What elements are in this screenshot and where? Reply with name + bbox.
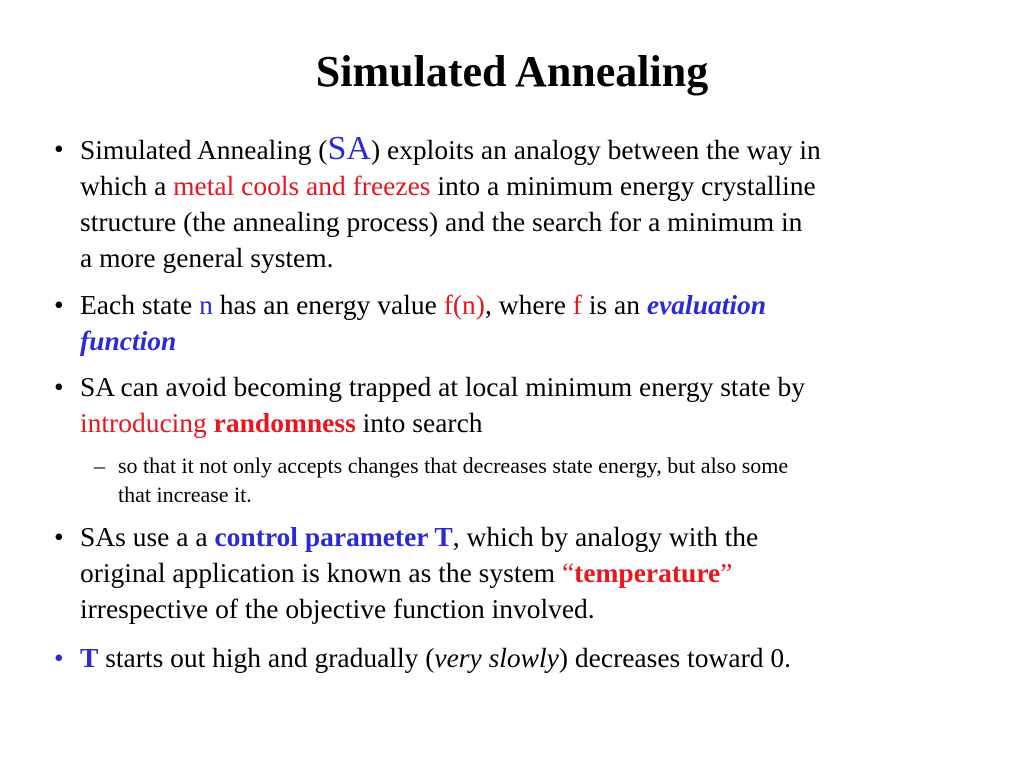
text-line bbox=[80, 287, 1000, 323]
bullet-marker: • bbox=[54, 521, 64, 552]
text-run: into search bbox=[355, 407, 483, 438]
dash-marker: – bbox=[94, 453, 105, 478]
bullet-marker: • bbox=[54, 133, 64, 164]
highlight-randomness: randomness bbox=[213, 407, 356, 438]
bullet-item-annealing-analogy bbox=[54, 130, 1000, 276]
sa-abbreviation: SA bbox=[327, 130, 371, 167]
bullet-item-control-parameter bbox=[54, 519, 1000, 627]
bullet-item-temperature-decrease bbox=[54, 640, 1000, 676]
text-line bbox=[80, 555, 1000, 591]
text-line: function bbox=[80, 325, 177, 356]
text-run: Simulated Annealing ( bbox=[80, 134, 328, 165]
text-line bbox=[80, 168, 1000, 204]
text-line: irrespective of the objective function involved. bbox=[80, 593, 595, 624]
bullet-marker: • bbox=[54, 642, 64, 673]
text-run: original application is known as the system bbox=[80, 557, 562, 588]
text-line bbox=[80, 405, 1000, 441]
text-run: starts out high and gradually ( bbox=[98, 642, 435, 673]
evaluation-term: evaluation bbox=[646, 289, 767, 320]
text-run: , which by analogy with the bbox=[452, 521, 759, 552]
slide-title: Simulated Annealing bbox=[315, 47, 709, 96]
text-run: Each state bbox=[80, 289, 200, 320]
close-quote: ” bbox=[720, 557, 733, 588]
highlight-introducing: introducing bbox=[80, 407, 214, 438]
very-slowly-phrase: very slowly bbox=[434, 642, 559, 673]
text-line: a more general system. bbox=[80, 242, 334, 273]
text-line: that increase it. bbox=[118, 482, 252, 507]
sub-bullet-item-accepts-changes bbox=[94, 451, 998, 509]
text-run: ) decreases toward 0. bbox=[558, 642, 791, 673]
state-n: n bbox=[199, 289, 213, 320]
text-run: , where bbox=[484, 289, 573, 320]
text-line: structure (the annealing process) and the search for a minimum in bbox=[80, 206, 803, 237]
t-symbol: T bbox=[80, 642, 99, 673]
text-run: ) exploits an analogy between the way in bbox=[370, 134, 821, 165]
text-run: which a bbox=[80, 170, 174, 201]
text-line: so that it not only accepts changes that decreases state energy, but also some bbox=[118, 453, 789, 478]
temperature-term: temperature bbox=[574, 557, 721, 588]
bullet-item-randomness bbox=[54, 369, 1000, 441]
function-fn: f(n) bbox=[443, 289, 485, 320]
bullet-marker: • bbox=[54, 289, 64, 320]
text-run: is an bbox=[581, 289, 647, 320]
text-run: SAs use a a bbox=[80, 521, 215, 552]
bullet-item-energy-value bbox=[54, 287, 1000, 359]
control-parameter-term: control parameter T bbox=[214, 521, 453, 552]
text-line bbox=[80, 519, 1000, 555]
text-line: SA can avoid becoming trapped at local minimum energy state by bbox=[80, 371, 806, 402]
text-line bbox=[80, 640, 1000, 676]
text-run: into a minimum energy crystalline bbox=[430, 170, 816, 201]
highlight-metal-cools: metal cools and freezes bbox=[173, 170, 431, 201]
text-run: has an energy value bbox=[212, 289, 444, 320]
text-line bbox=[80, 131, 1000, 168]
function-f: f bbox=[572, 289, 582, 320]
bullet-marker: • bbox=[54, 371, 64, 402]
open-quote: “ bbox=[561, 557, 575, 588]
